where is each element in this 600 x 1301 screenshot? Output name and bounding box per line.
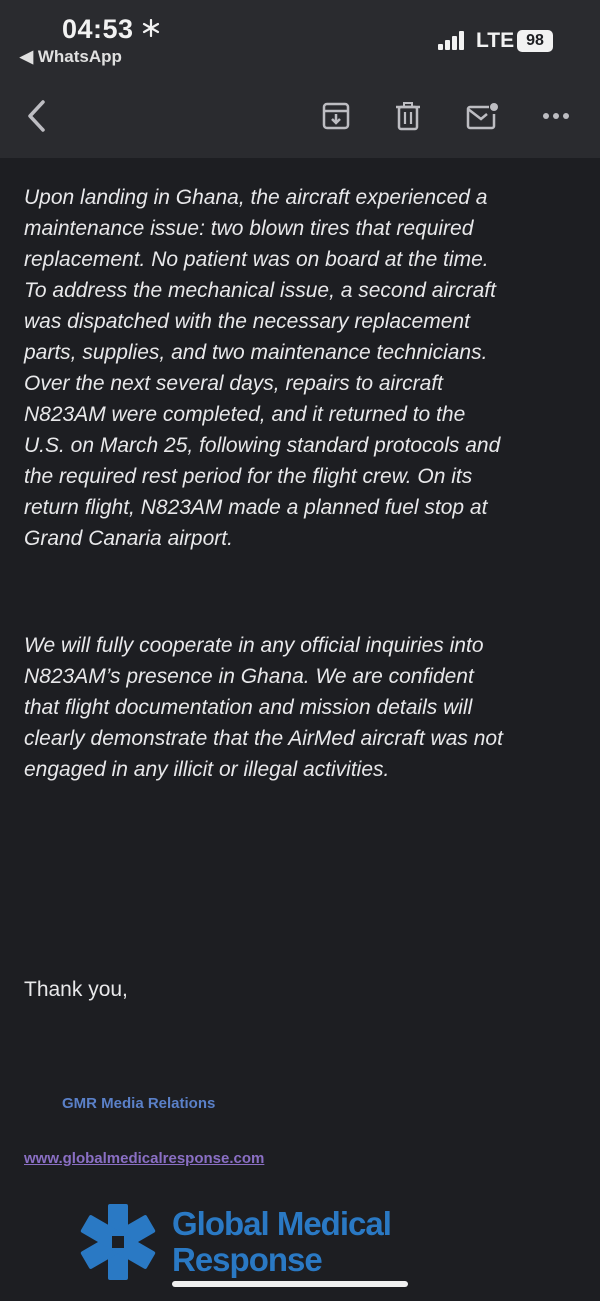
text-line: parts, supplies, and two maintenance technicians.: [24, 341, 488, 364]
more-icon: [541, 111, 571, 121]
battery-indicator: 98: [517, 30, 553, 52]
clock: 04:53: [62, 14, 160, 45]
star-of-life-logo-icon: [76, 1200, 160, 1284]
archive-icon: [321, 101, 351, 131]
website-link[interactable]: www.globalmedicalresponse.com: [24, 1150, 265, 1167]
back-button[interactable]: [16, 96, 56, 136]
snowflake-icon: [142, 19, 160, 37]
more-button[interactable]: [536, 96, 576, 136]
text-line: was dispatched with the necessary replacement: [24, 310, 470, 333]
text-line: engaged in any illicit or illegal activities.: [24, 758, 390, 781]
back-app-label: WhatsApp: [37, 47, 122, 66]
network-label: LTE: [476, 29, 515, 52]
trash-icon: [393, 101, 423, 131]
text-line: Over the next several days, repairs to aircraft: [24, 372, 444, 395]
text-line: Upon landing in Ghana, the aircraft experienced a: [24, 186, 488, 209]
text-line: maintenance issue: two blown tires that required: [24, 217, 474, 240]
signal-bars-icon: [438, 30, 468, 50]
logo-wordmark: [172, 1206, 391, 1278]
text-line: To address the mechanical issue, a second aircraft: [24, 279, 496, 302]
text-line: clearly demonstrate that the AirMed aircraft was not: [24, 727, 503, 750]
text-line: We will fully cooperate in any official inquiries into: [24, 634, 484, 657]
home-indicator[interactable]: [172, 1281, 408, 1287]
mark-unread-button[interactable]: [462, 96, 502, 136]
archive-button[interactable]: [316, 96, 356, 136]
text-line: that flight documentation and mission details will: [24, 696, 473, 719]
text-line: return flight, N823AM made a planned fuel stop at: [24, 496, 488, 519]
logo-line-2: Response: [172, 1241, 322, 1278]
mark-unread-icon: [465, 101, 499, 131]
text-line: the required rest period for the flight crew. On its: [24, 465, 473, 488]
logo-line-1: Global Medical: [172, 1205, 391, 1242]
email-paragraph-1: [24, 182, 584, 554]
closing-text: Thank you,: [24, 978, 128, 1001]
text-line: N823AM were completed, and it returned to the: [24, 403, 466, 426]
company-logo: [76, 1200, 406, 1284]
text-line: Grand Canaria airport.: [24, 527, 233, 550]
delete-button[interactable]: [388, 96, 428, 136]
back-to-app-link[interactable]: [20, 47, 122, 67]
signature-text: GMR Media Relations: [62, 1095, 216, 1112]
text-line: U.S. on March 25, following standard protocols and: [24, 434, 501, 457]
email-paragraph-2: [24, 630, 584, 785]
text-line: replacement. No patient was on board at the time.: [24, 248, 489, 271]
status-bar: [0, 0, 600, 80]
back-triangle-icon: ◀: [20, 47, 34, 66]
mail-toolbar: [0, 80, 600, 158]
chevron-left-icon: [25, 99, 47, 133]
text-line: N823AM’s presence in Ghana. We are confident: [24, 665, 474, 688]
